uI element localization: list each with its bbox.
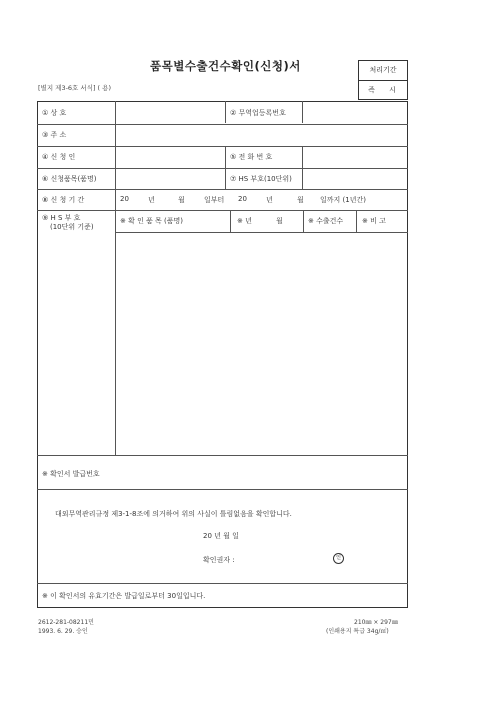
field-applicant-label: ④ 신 청 인 <box>42 153 76 161</box>
col-divider <box>302 101 303 123</box>
period-month-label-end: 월 <box>297 196 304 204</box>
year-header: ※ 년 <box>237 217 252 225</box>
period-from: 일부터 <box>204 196 225 204</box>
col-divider <box>302 146 303 189</box>
col-divider <box>115 101 116 189</box>
form-number: [별지 제3-6호 서식] ( 용) <box>38 84 111 92</box>
issue-number-label: ※ 확인서 발급번호 <box>42 470 100 478</box>
footer-paper-spec: (인쇄용지 특급 34g/㎡) <box>326 628 389 635</box>
header-underline <box>115 232 408 233</box>
validity-note: ※ 이 확인서의 유효기간은 발급일로부터 30일입니다. <box>42 592 206 600</box>
col-divider <box>225 146 226 189</box>
footer-code: 2612-281-08211민 <box>38 619 94 626</box>
period-month-label-start: 월 <box>178 196 185 204</box>
row-divider <box>37 168 408 169</box>
field-trade-reg-label: ② 무역업등록번호 <box>230 109 286 117</box>
period-year-end: 20 <box>238 195 247 203</box>
hs-code-header-sub: (10단위 기준) <box>50 223 94 231</box>
seal-mark: 인 <box>333 553 344 564</box>
period-year-label-start: 년 <box>148 196 155 204</box>
seal-icon <box>333 553 344 564</box>
period-year-start: 20 <box>120 195 129 203</box>
processing-period-value: 즉 시 <box>368 86 402 94</box>
field-hs-code-label: ⑦ HS 부호(10단위) <box>230 175 292 183</box>
row-divider <box>37 124 408 125</box>
processing-period-label: 처리기간 <box>359 61 407 81</box>
row-divider <box>37 583 408 584</box>
footer-paper-size: 210㎜ × 297㎜ <box>354 619 398 626</box>
col-divider <box>230 210 231 232</box>
remarks-header: ※ 비 고 <box>362 217 386 225</box>
month-header: 월 <box>276 217 283 225</box>
field-address-label: ③ 주 소 <box>42 131 67 139</box>
confirm-item-header: ※ 확 인 품 목 (품명) <box>120 217 184 225</box>
row-divider <box>37 455 408 456</box>
col-divider <box>225 101 226 123</box>
form-title: 품목별수출건수확인(신청)서 <box>150 59 301 73</box>
confirmation-statement: 대외무역관리규정 제3-1-8조에 의거하여 위의 사실이 틀림없음을 확인합니다. <box>55 510 292 518</box>
row-divider <box>37 189 408 190</box>
field-phone-label: ⑤ 전 화 번 호 <box>230 153 273 161</box>
footer-approval: 1993. 6. 29. 승인 <box>38 628 88 635</box>
row-divider <box>37 489 408 490</box>
col-divider <box>303 210 304 232</box>
export-count-header: ※ 수출건수 <box>308 217 344 225</box>
row-divider <box>37 210 408 211</box>
period-year-label-end: 년 <box>266 196 273 204</box>
confirmer-label: 확인권자 : <box>203 556 235 564</box>
col-divider <box>356 210 357 232</box>
processing-period-box <box>358 60 408 100</box>
field-period-label: ⑧ 신 청 기 간 <box>42 196 85 204</box>
period-to: 일까지 (1년간) <box>320 196 366 204</box>
col-divider <box>115 189 116 455</box>
field-item-label: ⑥ 신청품목(품명) <box>42 175 97 183</box>
field-company-name-label: ① 상 호 <box>42 109 67 117</box>
row-divider <box>37 146 408 147</box>
hs-code-header: ⑨ H S 부 호 <box>42 214 81 222</box>
confirmation-date: 20 년 월 일 <box>203 532 239 540</box>
